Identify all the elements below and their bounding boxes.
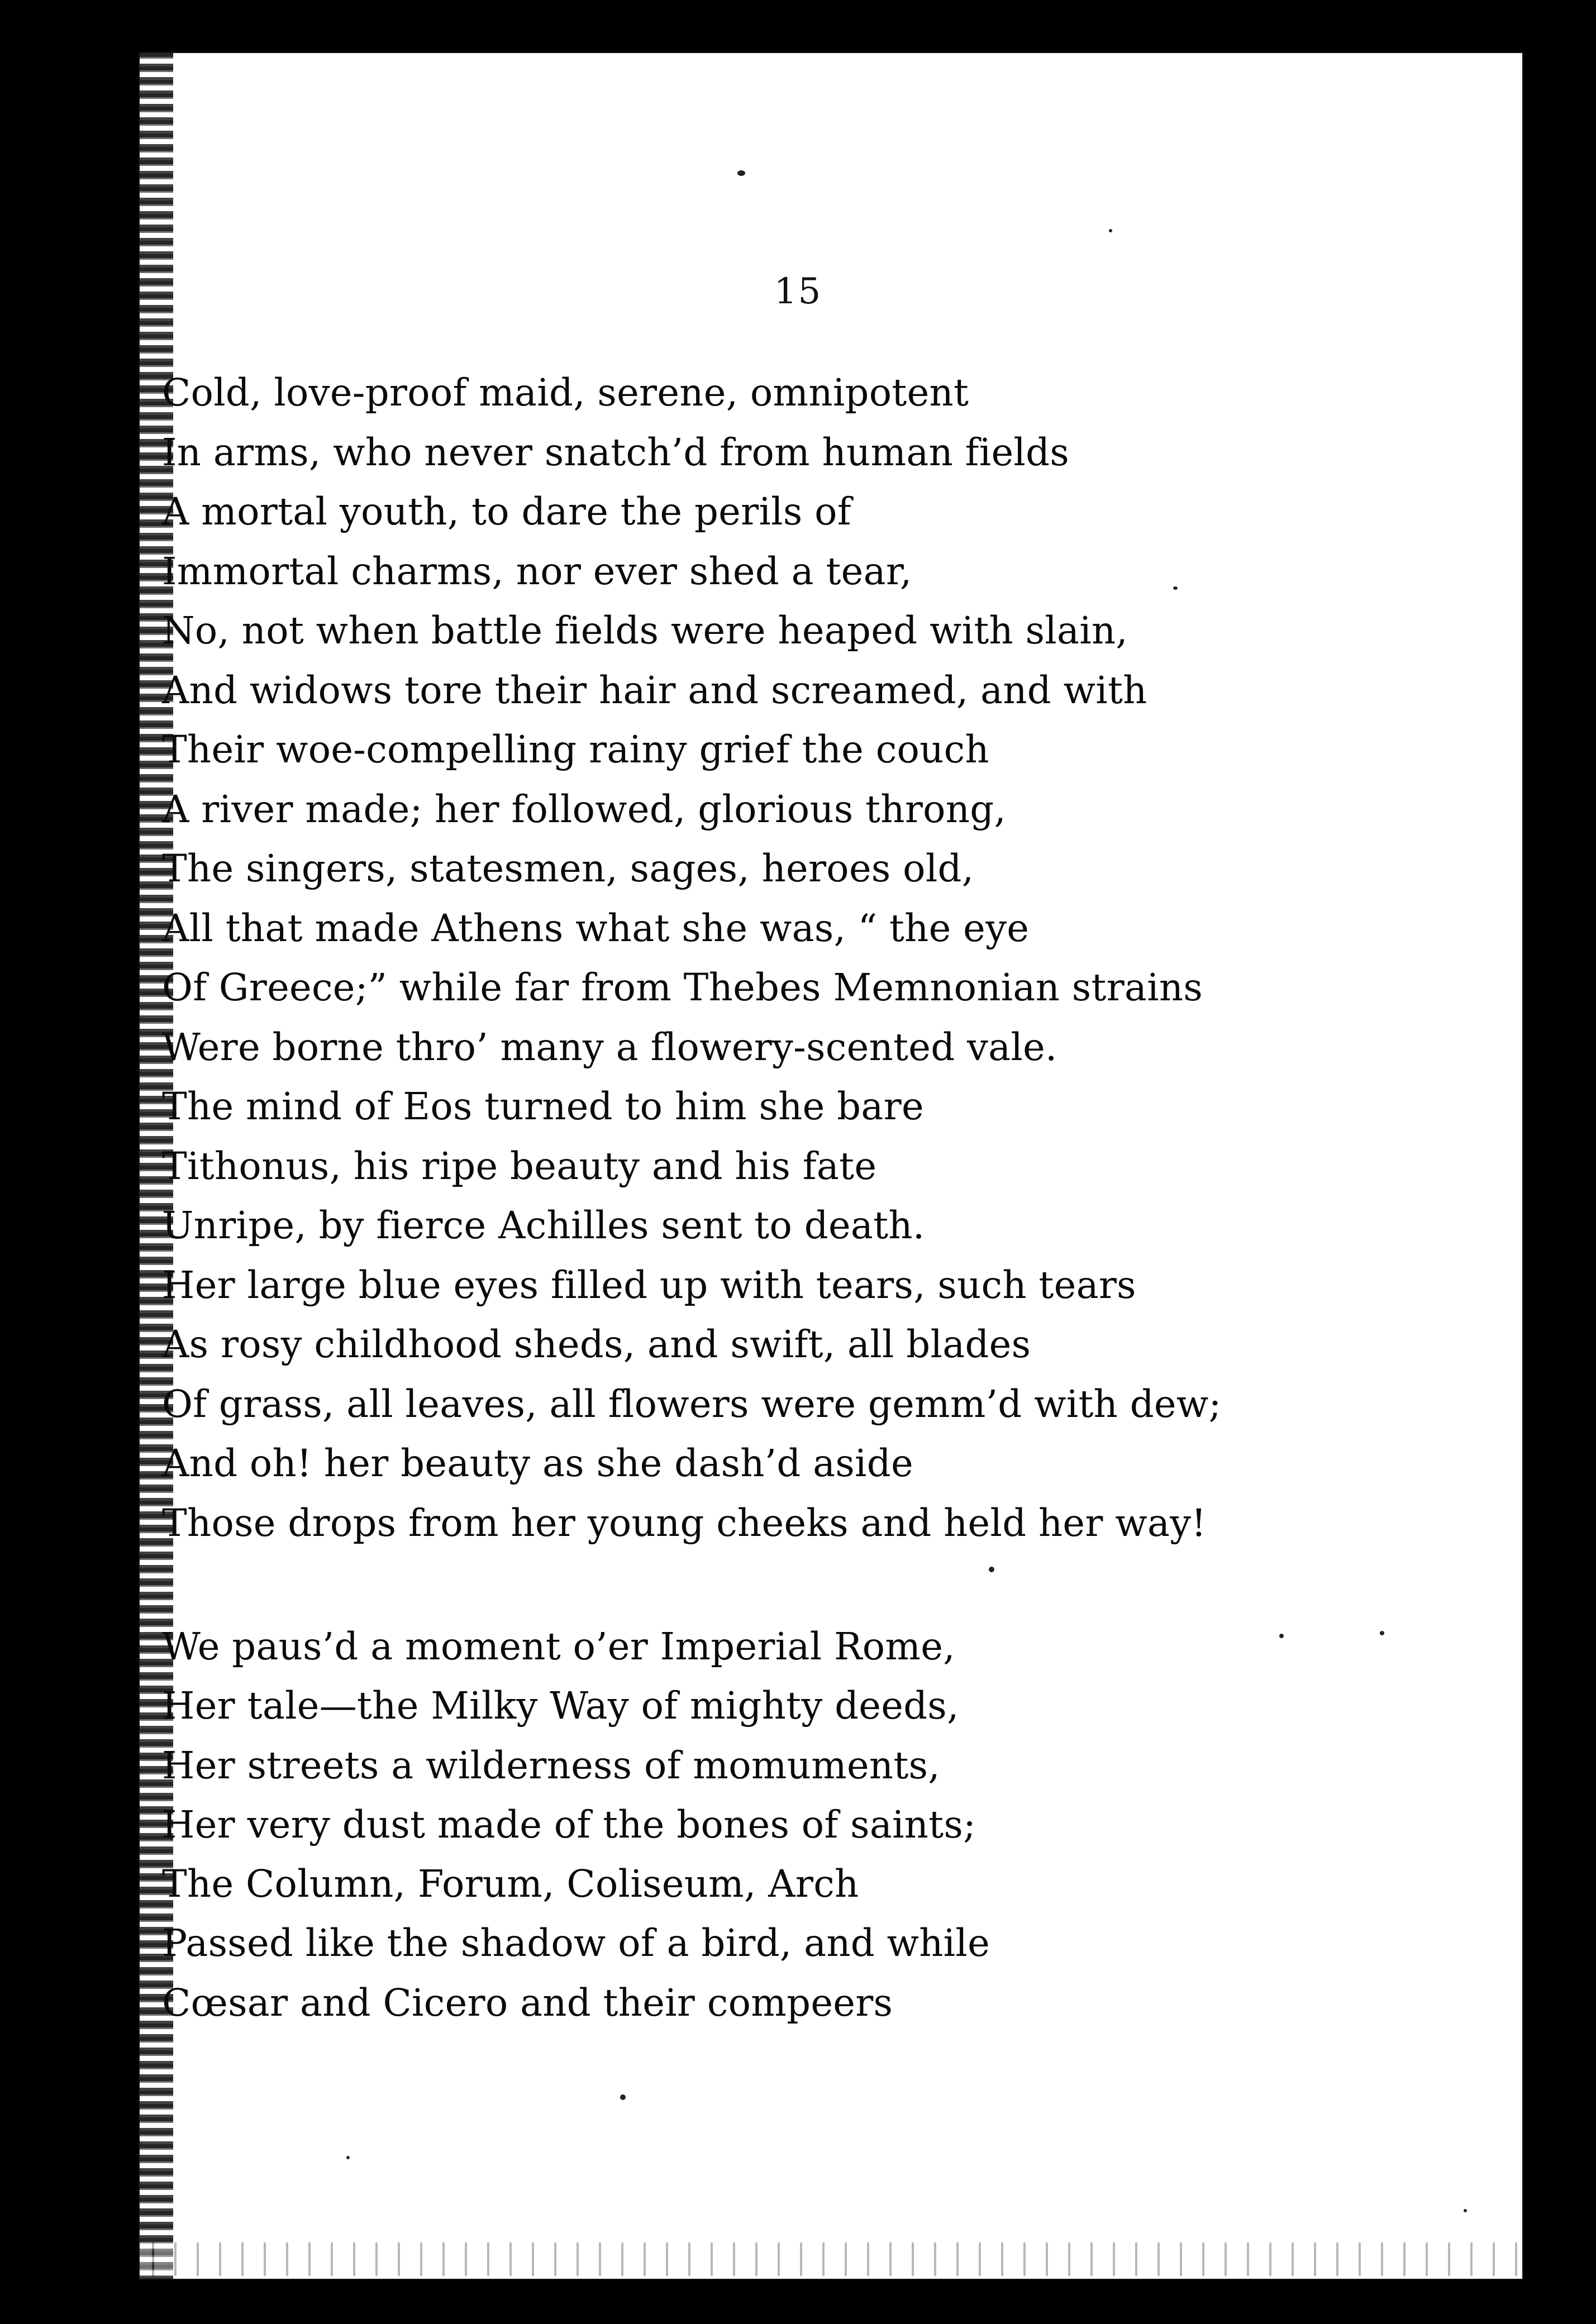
poem-line: Her large blue eyes filled up with tears, such tears [162, 1263, 1136, 1307]
poem-line: Immortal charms, nor ever shed a tear, [162, 549, 912, 593]
poem-line: A river made; her followed, glorious throng, [162, 787, 1007, 831]
poem-stanza-2 [162, 1617, 990, 2032]
poem-line: Of Greece;” while far from Thebes Memnonian strains [162, 966, 1203, 1009]
page-number: 15 [774, 271, 822, 312]
scan-speck [1464, 2209, 1467, 2212]
poem-line: Her very dust made of the bones of saints; [162, 1802, 976, 1846]
scan-speck [1380, 1631, 1384, 1635]
poem-line: Their woe-compelling rainy grief the couch [162, 728, 989, 771]
poem-line: Of grass, all leaves, all flowers were gemm’d with dew; [162, 1382, 1222, 1426]
poem-line: And oh! her beauty as she dash’d aside [162, 1442, 913, 1485]
poem-line: The singers, statesmen, sages, heroes old, [162, 847, 974, 890]
poem-stanza-1 [162, 363, 1221, 1553]
poem-line: All that made Athens what she was, “ the eye [162, 906, 1030, 950]
poem-line: Those drops from her young cheeks and held her way! [162, 1501, 1207, 1545]
poem-line: The Column, Forum, Coliseum, Arch [162, 1862, 859, 1906]
poem-line: We paus’d a moment o’er Imperial Rome, [162, 1625, 955, 1668]
poem-line: Were borne thro’ many a flowery-scented vale. [162, 1025, 1057, 1069]
scan-speck [1109, 229, 1112, 232]
scan-speck [346, 2156, 350, 2159]
poem-line: Unripe, by fierce Achilles sent to death. [162, 1204, 925, 1247]
scan-speck [989, 1567, 994, 1572]
page-bottom-edge [140, 2242, 1522, 2276]
poem-line: And widows tore their hair and screamed, and with [162, 668, 1147, 712]
poem-line: Her streets a wilderness of momuments, [162, 1743, 940, 1787]
scan-speck [737, 170, 745, 176]
scan-speck [1173, 586, 1178, 590]
poem-line: No, not when battle fields were heaped with slain, [162, 609, 1128, 652]
poem-line: Cœsar and Cicero and their compeers [162, 1981, 893, 2025]
poem-line: Cold, love-proof maid, serene, omnipotent [162, 371, 969, 414]
poem-line: The mind of Eos turned to him she bare [162, 1085, 924, 1128]
poem-line: In arms, who never snatch’d from human fields [162, 430, 1070, 474]
scan-speck [1279, 1634, 1284, 1638]
poem-line: Tithonus, his ripe beauty and his fate [162, 1144, 877, 1188]
poem-line: Passed like the shadow of a bird, and while [162, 1921, 990, 1965]
scan-speck [620, 2094, 626, 2100]
poem-line: A mortal youth, to dare the perils of [162, 490, 851, 533]
poem-line: Her tale—the Milky Way of mighty deeds, [162, 1684, 959, 1728]
poem-line: As rosy childhood sheds, and swift, all blades [162, 1323, 1031, 1366]
